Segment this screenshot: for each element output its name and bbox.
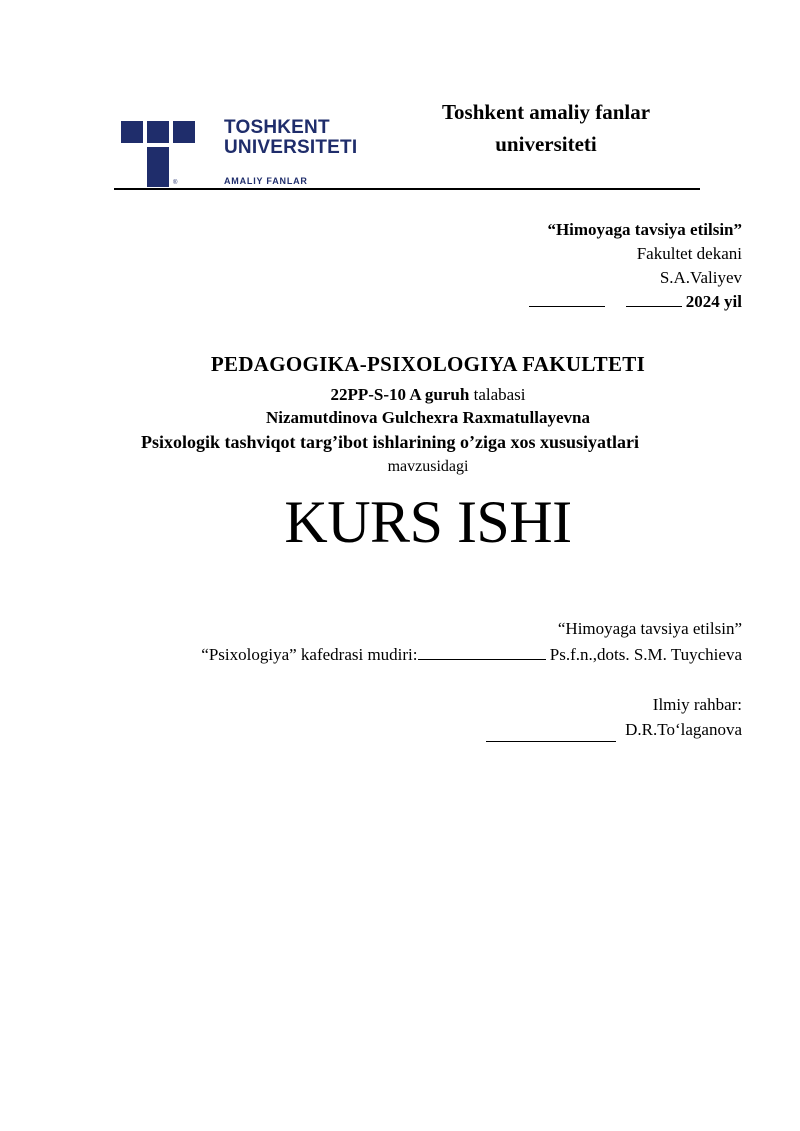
group-suffix: talabasi: [469, 385, 526, 404]
department-head-line: [201, 643, 742, 665]
university-logo: [118, 118, 358, 192]
logo-brand-line2: UNIVERSITETI: [224, 137, 358, 158]
logo-block-1: [121, 121, 143, 143]
logo-brand-sub: AMALIY FANLAR: [224, 176, 308, 186]
approval-bottom-recommend: “Himoyaga tavsiya etilsin”: [557, 619, 742, 638]
group-code: 22PP-S-10 A guruh: [330, 385, 470, 404]
logo-block-2: [147, 121, 169, 143]
university-name-line1: Toshkent amaliy fanlar: [441, 100, 651, 124]
registered-mark-icon: ®: [173, 180, 178, 186]
department-signature-blank: [418, 643, 546, 660]
logo-block-4: [147, 147, 169, 187]
approval-top: [529, 218, 742, 314]
dean-name: S.A.Valiyev: [659, 268, 742, 287]
approval-recommend-text: “Himoyaga tavsiya etilsin”: [547, 220, 742, 239]
dean-title: Fakultet dekani: [636, 244, 742, 263]
logo-brand-text: [224, 118, 357, 158]
logo-brand-line1: TOSHKENT: [224, 117, 330, 138]
document-title: KURS ISHI: [284, 489, 572, 555]
department-head-name: Ps.f.n.,dots. S.M. Tuychieva: [545, 645, 742, 664]
header-divider: [114, 188, 700, 190]
approval-date-line: [529, 290, 742, 314]
advisor-label: Ilmiy rahbar:: [652, 695, 742, 714]
faculty-name: PEDAGOGIKA-PSIXOLOGIYA FAKULTETI: [210, 352, 646, 376]
group-line: [0, 385, 800, 405]
department-head-label: “Psixologiya” kafedrasi mudiri:: [201, 645, 418, 664]
logo-block-3: [173, 121, 195, 143]
student-name: Nizamutdinova Gulchexra Raxmatullayevna: [266, 408, 590, 427]
advisor-signature-blank: [486, 741, 616, 742]
advisor-name: D.R.To‘laganova: [625, 720, 742, 739]
topic-suffix: mavzusidagi: [387, 458, 469, 475]
date-blank: [626, 290, 682, 307]
coursework-topic: Psixologik tashviqot targ’ibot ishlarining o’ziga xos xususiyatlari: [140, 432, 640, 452]
approval-year: 2024 yil: [685, 292, 742, 311]
university-name: [396, 96, 696, 160]
signature-blank: [529, 290, 605, 307]
approval-recommend: [529, 218, 742, 242]
university-name-line2: universiteti: [495, 132, 597, 156]
